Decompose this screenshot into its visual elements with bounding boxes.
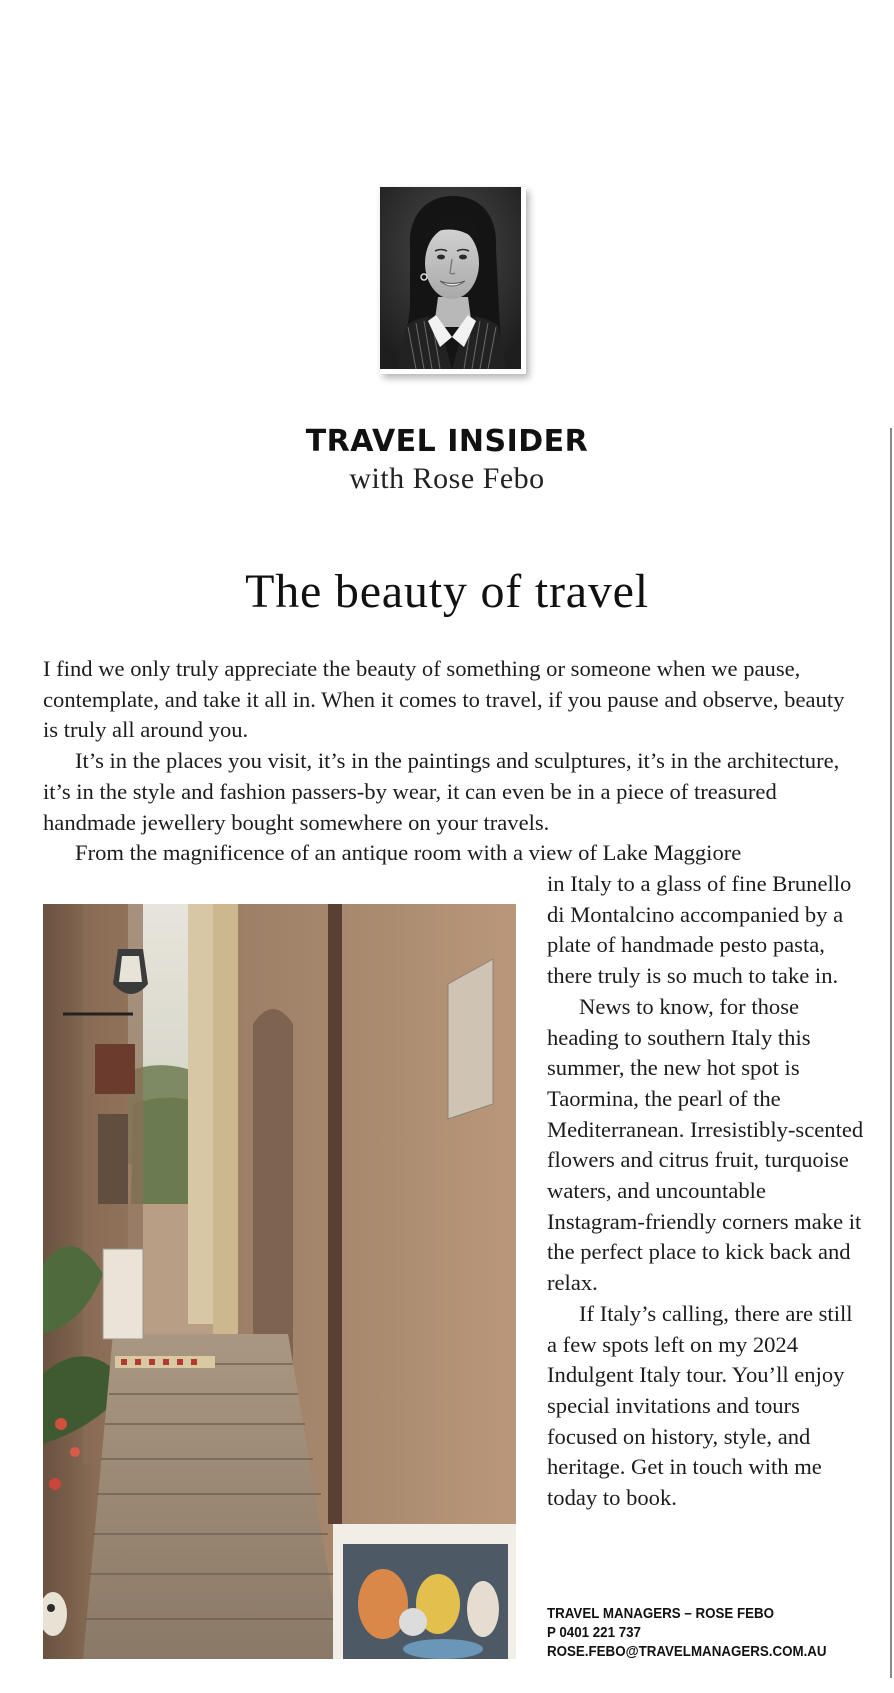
- contact-name: TRAVEL MANAGERS – ROSE FEBO: [547, 1606, 775, 1622]
- article-headline: The beauty of travel: [245, 565, 649, 618]
- paragraph: From the magnificence of an antique room with a view of Lake Maggiore: [75, 840, 742, 866]
- contact-block: [547, 1605, 841, 1662]
- paragraph: If Italy’s calling, there are still a few spots left on my 2024 Indulgent Italy tour. You’ll enjoy special invitations and tours focused on history, style, and heritage. Get in touch with me today to book.: [547, 1300, 853, 1511]
- paragraph: I find we only truly appreciate the beauty of something or someone when we pause, contemplate, and take it all in. When it comes to travel, if you pause and observe, beauty is truly all around you.: [43, 656, 845, 743]
- article-body-top: [43, 654, 863, 869]
- author-portrait: [380, 187, 526, 374]
- paragraph: It’s in the places you visit, it’s in the paintings and sculptures, it’s in the architecture, it’s in the style and fashion passers-by wear, it can even be in a piece of treasured handmade jewellery bought somewhere on your travels.: [43, 748, 840, 835]
- taormina-street-steps-photo: [43, 904, 516, 1659]
- column-kicker: TRAVEL INSIDER: [305, 424, 589, 459]
- article-body-column: [547, 869, 867, 1514]
- contact-email[interactable]: ROSE.FEBO@TRAVELMANAGERS.COM.AU: [547, 1644, 827, 1660]
- column-byline: with Rose Febo: [349, 462, 545, 495]
- contact-phone[interactable]: P 0401 221 737: [547, 1625, 641, 1641]
- paragraph: in Italy to a glass of fine Brunello di Montalcino accompanied by a plate of handmade pesto pasta, there truly is so much to take in.: [547, 871, 852, 989]
- paragraph: News to know, for those heading to southern Italy this summer, the new hot spot is Taormina, the pearl of the Mediterranean. Irresistibly-scented flowers and citrus fruit, turquoise waters, and uncountable Instagram-friendly corners make it the perfect place to kick back and relax.: [547, 993, 864, 1296]
